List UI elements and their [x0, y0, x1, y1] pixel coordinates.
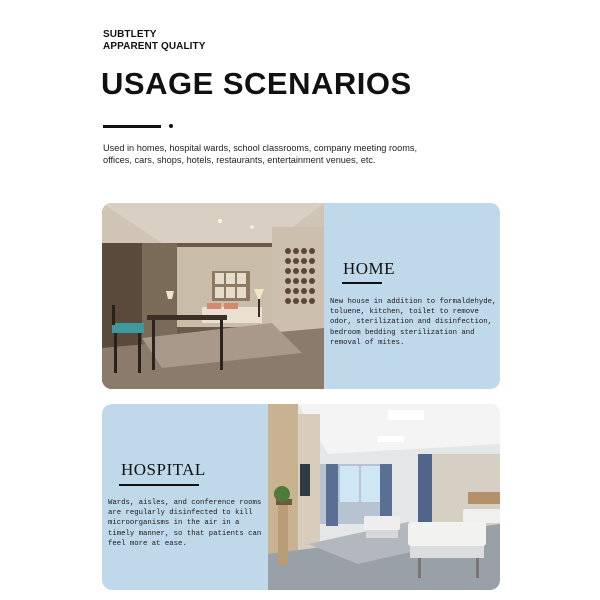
tagline-line-2: APPARENT QUALITY	[103, 41, 206, 52]
home-photo	[102, 203, 324, 389]
home-card	[102, 203, 500, 389]
page-title: USAGE SCENARIOS	[101, 66, 412, 101]
hospital-card	[102, 404, 500, 590]
hospital-heading: HOSPITAL	[121, 460, 206, 479]
hospital-photo	[268, 404, 500, 590]
hospital-description: Wards, aisles, and conference rooms are regularly disinfected to kill microorganisms in the air in a timely manner, so that patients can feel more at ease.	[108, 499, 262, 548]
hospital-panel	[102, 404, 268, 590]
title-dot	[169, 124, 173, 128]
hospital-heading-rule	[119, 484, 199, 486]
tagline-line-1: SUBTLETY	[103, 29, 157, 40]
home-heading: HOME	[343, 259, 396, 278]
tagline	[103, 29, 206, 53]
intro-text: Used in homes, hospital wards, school classrooms, company meeting rooms, offices, cars, shops, hotels, restaurants, entertainment venues, etc.	[103, 143, 418, 165]
home-heading-rule	[342, 282, 382, 284]
home-description: New house in addition to formaldehyde, toluene, kitchen, toilet to remove odor, sterilization and disinfection, bedroom bedding sterilization and removal of mites.	[330, 298, 497, 347]
hospital-ward-image	[268, 404, 500, 590]
home-room-image	[102, 203, 324, 389]
title-underline	[103, 125, 161, 128]
home-panel	[324, 203, 500, 389]
